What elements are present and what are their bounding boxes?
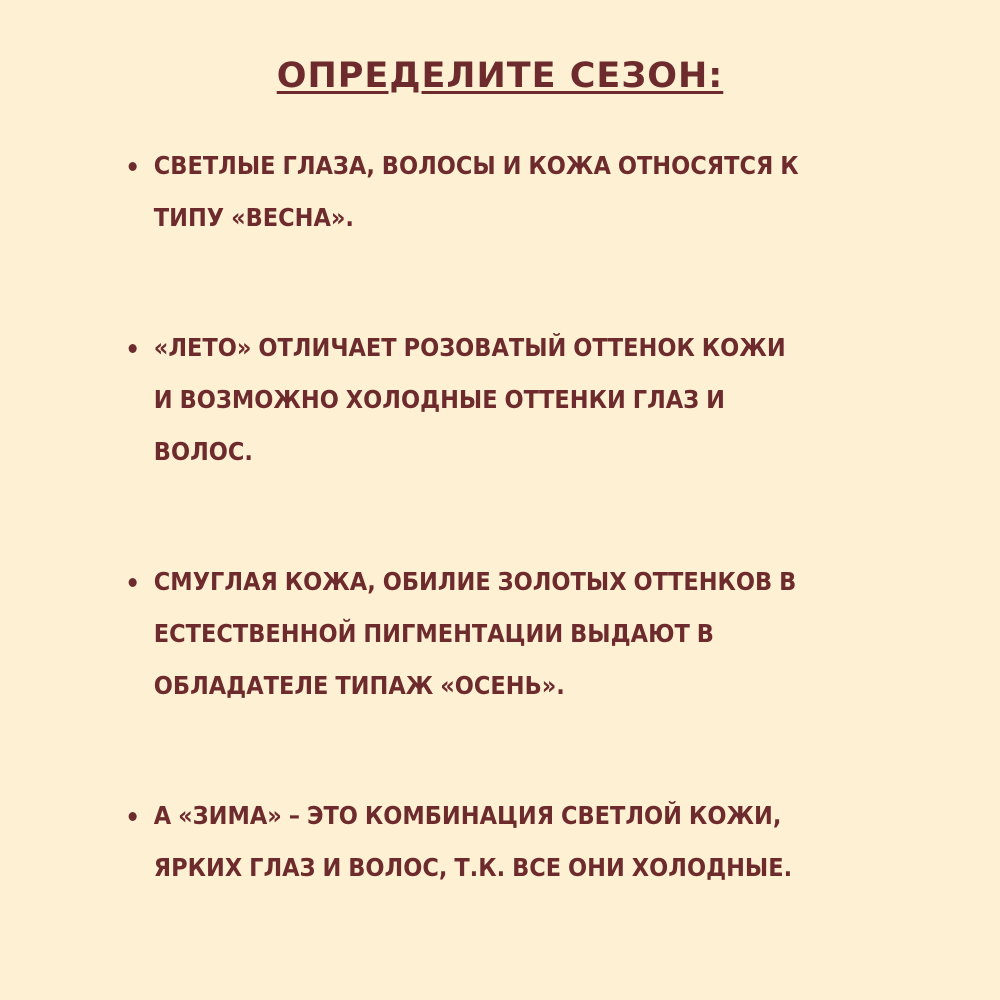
season-list: [125, 140, 885, 894]
list-item-autumn: СМУГЛАЯ КОЖА, ОБИЛИЕ ЗОЛОТЫХ ОТТЕНКОВ В ЕСТЕСТВЕННОЙ ПИГМЕНТАЦИИ ВЫДАЮТ В ОБЛАДАТЕЛЕ ТИПАЖ «ОСЕНЬ».: [125, 556, 809, 712]
list-item-summer: «ЛЕТО» ОТЛИЧАЕТ РОЗОВАТЫЙ ОТТЕНОК КОЖИ И ВОЗМОЖНО ХОЛОДНЫЕ ОТТЕНКИ ГЛАЗ И ВОЛОС.: [125, 322, 809, 478]
list-item-spring: СВЕТЛЫЕ ГЛАЗА, ВОЛОСЫ И КОЖА ОТНОСЯТСЯ К ТИПУ «ВЕСНА».: [125, 140, 809, 244]
list-item-winter: А «ЗИМА» – ЭТО КОМБИНАЦИЯ СВЕТЛОЙ КОЖИ, ЯРКИХ ГЛАЗ И ВОЛОС, Т.К. ВСЕ ОНИ ХОЛОДНЫЕ.: [125, 790, 809, 894]
page-title: ОПРЕДЕЛИТЕ СЕЗОН:: [276, 56, 724, 96]
